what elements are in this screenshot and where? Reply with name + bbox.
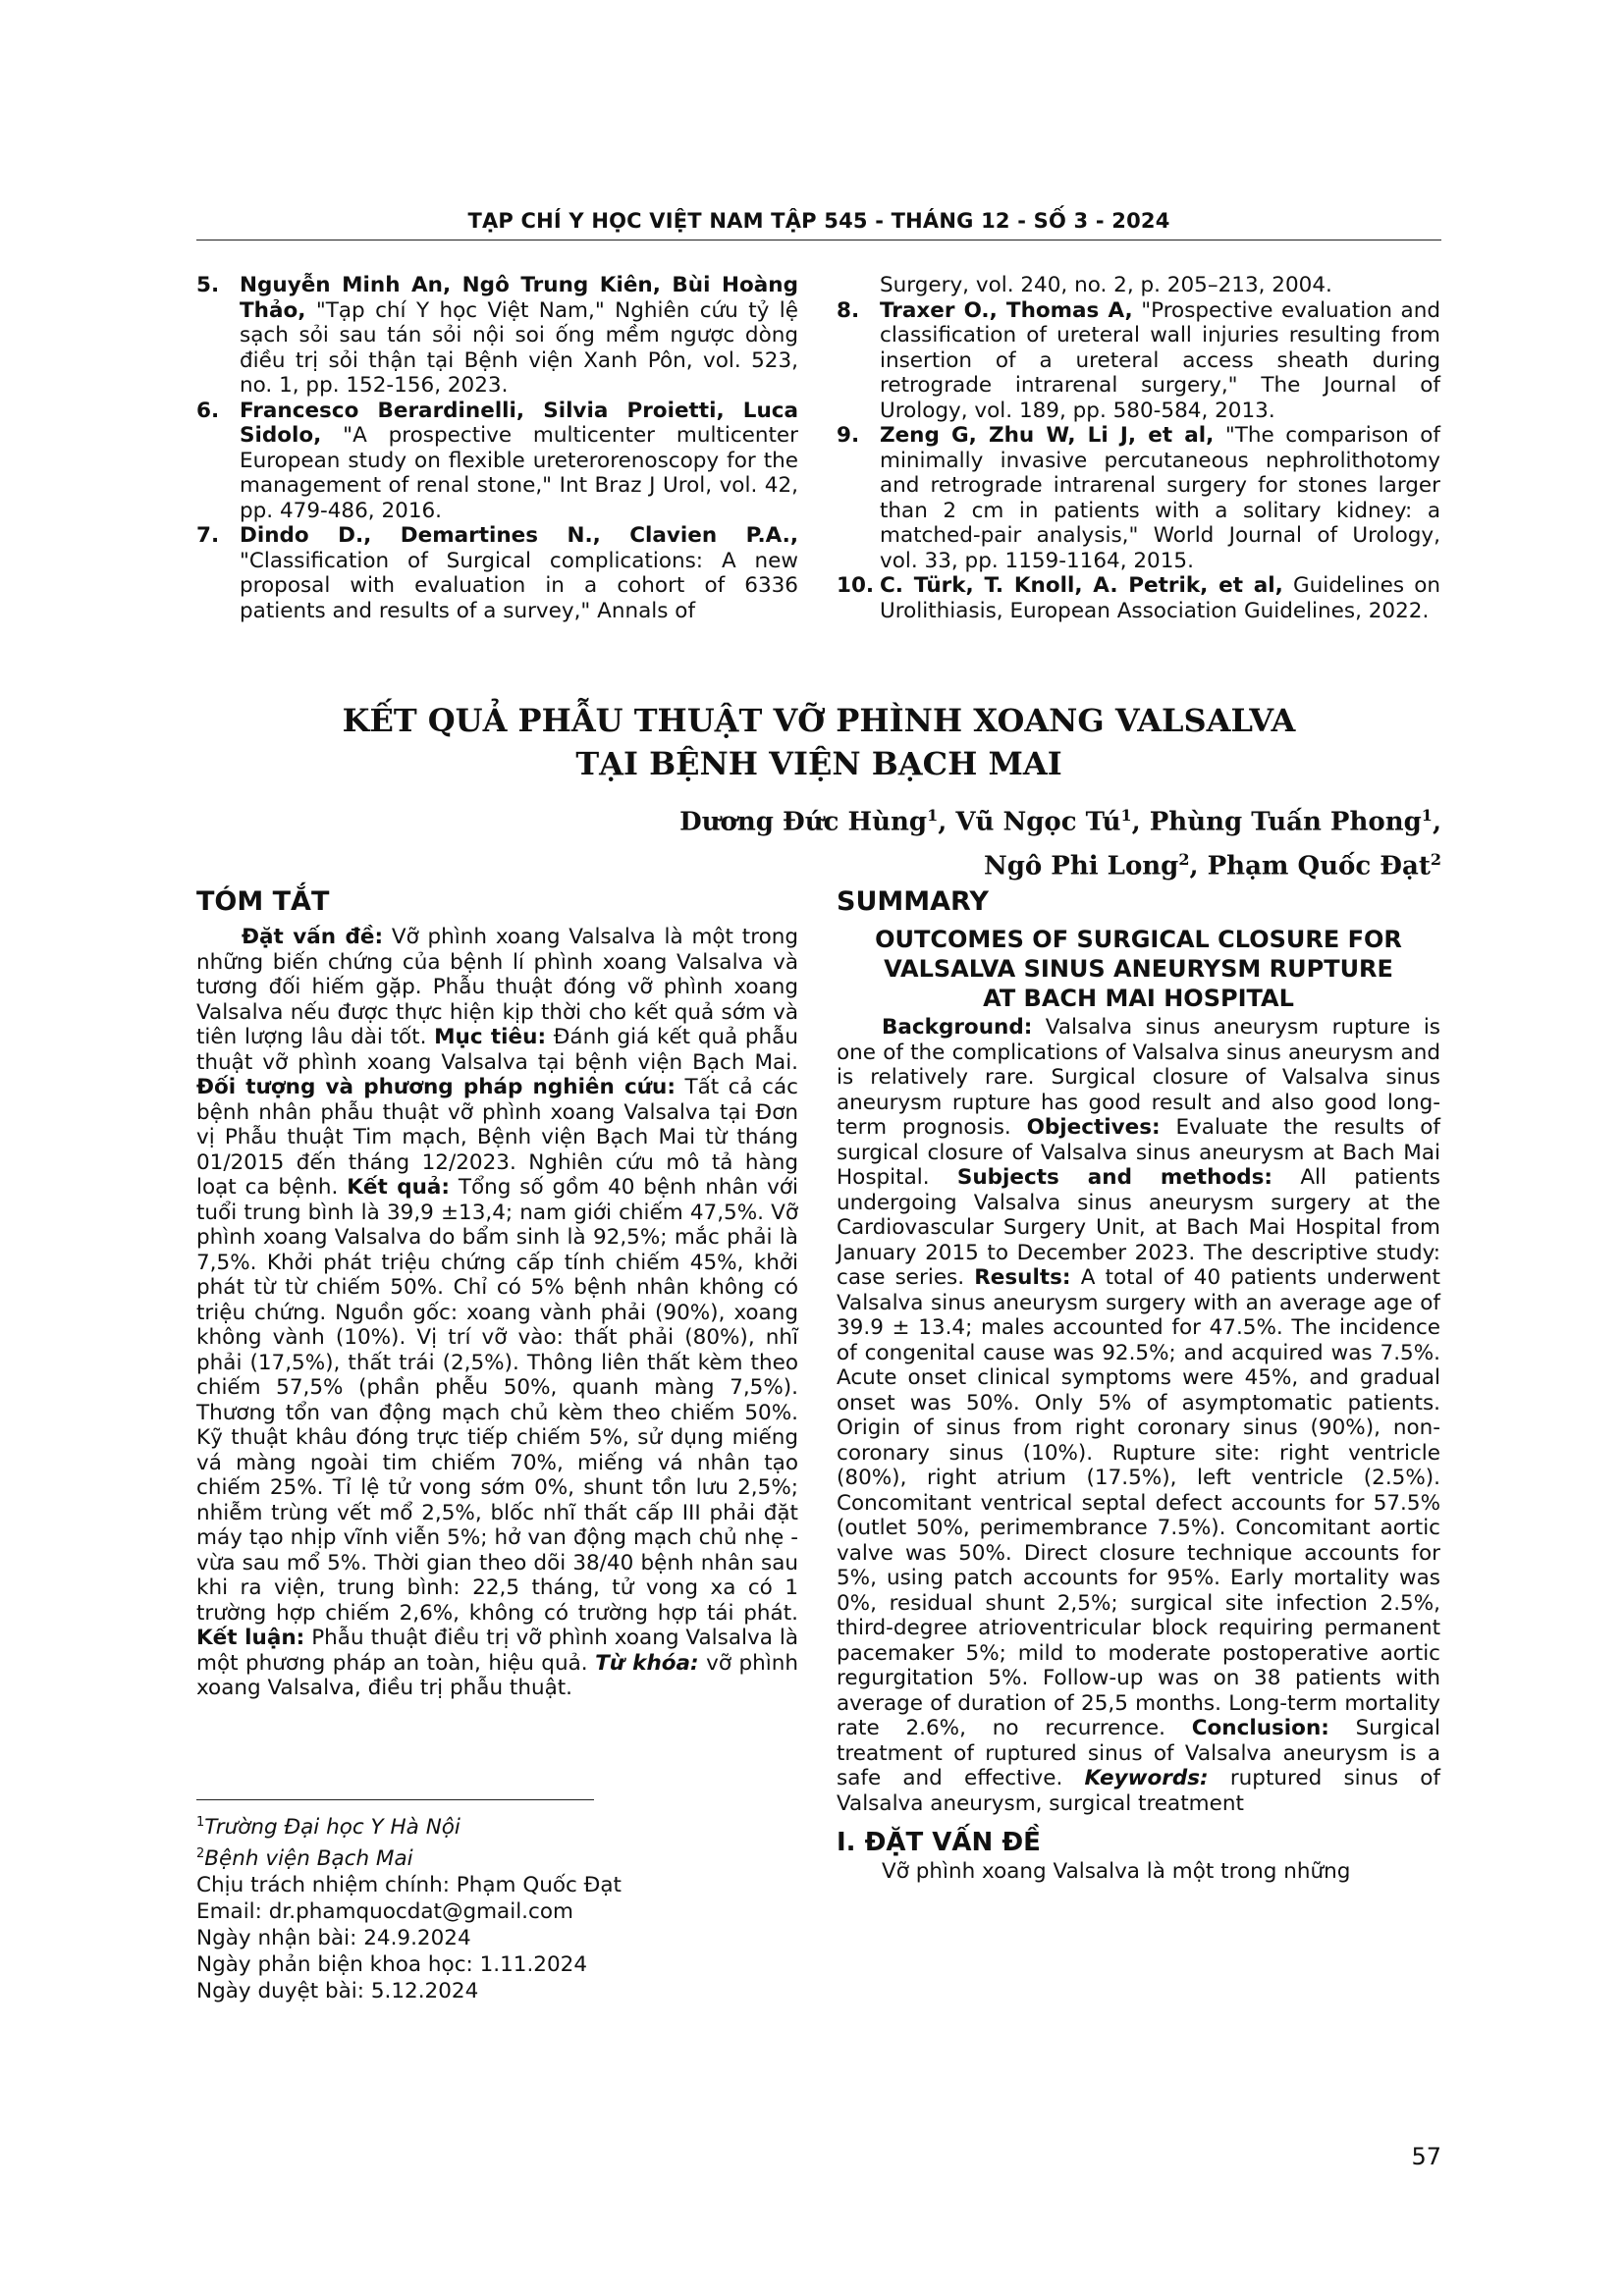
- reference-text: "Classification of Surgical complications: A new proposal with evaluation in a cohort of 6336 patients and results of a survey," Annals of: [240, 548, 798, 623]
- reference-item: [837, 423, 1440, 573]
- abstract-text: Tổng số gồm 40 bệnh nhân với tuổi trung bình là 39,9 ±13,4; nam giới chiếm 47,5%. Vỡ phình xoang Valsalva do bẩm sinh là 92,5%; mắc phải là 7,5%. Khởi phát triệu chứng cấp tính chiếm 45%, khởi phát từ từ chiếm 50%. Chỉ có 5% bệnh nhân không có triệu chứng. Nguồn gốc: xoang vành phải (90%), xoang không vành (10%). Vị trí vỡ vào: thất phải (80%), nhĩ phải (17,5%), thất trái (2,5%). Thông liên thất kèm theo chiếm 57,5% (phần phễu 50%, quanh màng 7,5%). Thương tổn van động mạch chủ kèm theo chiếm 50%. Kỹ thuật khâu đóng trực tiếp chiếm 5%, sử dụng miếng vá màng ngoài tim chiếm 70%, miếng vá nhân tạo chiếm 25%. Tỉ lệ tử vong sớm 0%, shunt tồn lưu 2,5%; nhiễm trùng vết mổ 2,5%, blốc nhĩ thất cấp III phải đặt máy tạo nhịp vĩnh viễn 5%; hở van động mạch chủ nhẹ - vừa sau mổ 5%. Thời gian theo dõi 38/40 bệnh nhân sau khi ra viện, trung bình: 22,5 tháng, tử vong xa có 1 trường hợp chiếm 2,6%, không có trường hợp tái phát.: [196, 1175, 798, 1626]
- abstract-label: Đối tượng và phương pháp nghiên cứu:: [196, 1075, 676, 1099]
- reference-item: [837, 273, 1440, 298]
- abstract-label: Keywords:: [1084, 1766, 1209, 1790]
- reference-number: 5.: [196, 273, 220, 297]
- reference-number: 7.: [196, 523, 220, 548]
- tomtat-body: [196, 925, 798, 1701]
- author-affiliation-mark: 2: [1178, 849, 1190, 869]
- email: Email: dr.phamquocdat@gmail.com: [196, 1899, 573, 1925]
- reference-item: [837, 573, 1440, 623]
- intro-first-line: Vỡ phình xoang Valsalva là một trong những: [882, 1859, 1351, 1884]
- reference-item: [837, 298, 1440, 424]
- author-separator: ,: [1432, 807, 1441, 837]
- abstract-text: Surgical treatment of ruptured sinus of Valsalva aneurysm is a safe and effective.: [837, 1716, 1440, 1790]
- english-title-line-2: VALSALVA SINUS ANEURYSM RUPTURE: [884, 955, 1393, 983]
- abstract-label: Objectives:: [1026, 1115, 1161, 1140]
- reference-item: [196, 399, 798, 524]
- abstract-text: A total of 40 patients underwent Valsalva sinus aneurysm surgery with an average age of 39.9 ± 13.4; males accounted for 47.5%. The incidence of congenital cause was 92.5%; and acquired was 7.5%. Acute onset clinical symptoms were 45%, and gradual onset was 50%. Only 5% of asymptomatic patients. Origin of sinus from right coronary sinus (90%), non-coronary sinus (10%). Rupture site: right ventricle (80%), right atrium (17.5%), left ventricle (2.5%). Concomitant ventrical septal defect accounts for 57.5% (outlet 50%, perimembrance 7.5%). Concomitant aortic valve was 50%. Direct closure technique accounts for 5%, using patch accounts for 95%. Early mortality was 0%, residual shunt 2,5%; surgical site infection 2.5%, third-degree atrioventricular block requiring permanent pacemaker 5%; mild to moderate postoperative aortic regurgitation 5%. Follow-up was on 38 patients with average of duration of 25,5 months. Long-term mortality rate 2.6%, no recurrence.: [837, 1265, 1440, 1740]
- reference-text: Guidelines on Urolithiasis, European Association Guidelines, 2022.: [880, 573, 1440, 623]
- abstract-text: Đánh giá kết quả phẫu thuật vỡ phình xoang Valsalva tại bệnh viện Bạch Mai.: [196, 1025, 798, 1075]
- author-separator: ,: [938, 807, 956, 837]
- author-name: Ngô Phi Long: [983, 851, 1179, 881]
- affiliation-1: $^1$Trường Đại học Y Hà Nội: [196, 1815, 460, 1841]
- reference-text: "Tạp chí Y học Việt Nam," Nghiên cứu tỷ lệ sạch sỏi sau tán sỏi nội soi ống mềm ngược dòng điều trị sỏi thận tại Bệnh viện Xanh Pôn, vol. 523, no. 1, pp. 152-156, 2023.: [240, 297, 798, 398]
- reference-authors: Dindo D., Demartines N., Clavien P.A.,: [240, 523, 798, 548]
- abstract-text: Valsalva sinus aneurysm rupture is one of the complications of Valsalva sinus aneurysm and is relatively rare. Surgical closure of Valsalva sinus aneurysm rupture has good result and also good long-term prognosis.: [837, 1015, 1440, 1140]
- reference-text: "The comparison of minimally invasive percutaneous nephrolithotomy and retrograde intrarenal surgery for stones larger than 2 cm in patients with a solitary kidney: a matched-pair analysis," World Journal of Urology, vol. 33, pp. 1159-1164, 2015.: [880, 423, 1440, 573]
- english-abstract: [837, 885, 1440, 1885]
- english-title-line-3: AT BACH MAI HOSPITAL: [983, 985, 1294, 1012]
- author-separator: ,: [1131, 807, 1150, 837]
- abstract-label: Kết luận:: [196, 1626, 305, 1650]
- footnotes: [196, 1809, 798, 2004]
- abstract-label: Đặt vấn đề:: [242, 925, 384, 949]
- author-list: [558, 797, 1441, 884]
- affiliation-2: $^2$Bệnh viện Bạch Mai: [196, 1846, 413, 1872]
- tomtat-heading: TÓM TẮT: [196, 886, 330, 917]
- date-accepted: Ngày duyệt bài: 5.12.2024: [196, 1979, 479, 2004]
- author-name: Phạm Quốc Đạt: [1207, 851, 1431, 881]
- article-title: [196, 699, 1441, 785]
- reference-authors: Francesco Berardinelli, Silvia Proietti, Luca Sidolo,: [240, 398, 798, 448]
- author-line-2: [558, 841, 1441, 885]
- reference-authors: Zeng G, Zhu W, Li J, et al,: [880, 423, 1215, 448]
- abstract-text: All patients undergoing Valsalva sinus aneurysm surgery at the Cardiovascular Surgery Unit, at Bach Mai Hospital from January 2015 to December 2023. The descriptive study: case series.: [837, 1165, 1440, 1290]
- page-number: 57: [1411, 2143, 1441, 2170]
- date-reviewed: Ngày phản biện khoa học: 1.11.2024: [196, 1952, 588, 1978]
- reference-item: [196, 273, 798, 399]
- date-received: Ngày nhận bài: 24.9.2024: [196, 1926, 471, 1951]
- abstract-text: ruptured sinus of Valsalva aneurysm, surgical treatment: [837, 1766, 1440, 1816]
- abstract-text: Tất cả các bệnh nhân phẫu thuật vỡ phình xoang Valsalva tại Đơn vị Phẫu thuật Tim mạch, Bệnh viện Bạch Mai từ tháng 01/2015 đến tháng 12/2023. Nghiên cứu mô tả hàng loạt ca bệnh.: [196, 1075, 798, 1200]
- abstract-label: Mục tiêu:: [434, 1025, 547, 1049]
- abstract-text: Phẫu thuật điều trị vỡ phình xoang Valsalva là một phương pháp an toàn, hiệu quả.: [196, 1626, 798, 1676]
- author-name: Vũ Ngọc Tú: [955, 807, 1121, 837]
- english-title: [837, 925, 1440, 1013]
- abstract-text: Vỡ phình xoang Valsalva là một trong những biến chứng của bệnh lí phình xoang Valsalva và tương đối hiếm gặp. Phẫu thuật đóng vỡ phình xoang Valsalva nếu được thực hiện kịp thời cho kết quả sớm và tiên lượng lâu dài tốt.: [196, 925, 798, 1049]
- references-right-column: [837, 273, 1440, 623]
- author-affiliation-mark: 1: [1421, 806, 1433, 825]
- author-affiliation-mark: 2: [1430, 849, 1441, 869]
- summary-body: [837, 1015, 1440, 1816]
- running-header: TẠP CHÍ Y HỌC VIỆT NAM TẬP 545 - THÁNG 12 - SỐ 3 - 2024: [467, 209, 1170, 233]
- author-separator: ,: [1189, 851, 1208, 881]
- reference-text: "Prospective evaluation and classification of ureteral wall injuries resulting from insertion of a ureteral access sheath during retrograde intrarenal surgery," The Journal of Urology, vol. 189, pp. 580-584, 2013.: [880, 297, 1440, 423]
- author-line-1: [558, 797, 1441, 841]
- author-affiliation-mark: 1: [927, 806, 939, 825]
- author-name: Dương Đức Hùng: [679, 807, 928, 837]
- abstract-label: Conclusion:: [1191, 1716, 1329, 1740]
- abstract-label: Từ khóa:: [595, 1650, 699, 1676]
- abstract-label: Subjects and methods:: [956, 1165, 1273, 1190]
- reference-number: 6.: [196, 398, 220, 423]
- article-title-line-1: KẾT QUẢ PHẪU THUẬT VỠ PHÌNH XOANG VALSALVA: [342, 702, 1296, 739]
- reference-text: "A prospective multicenter multicenter European study on flexible ureterorenoscopy for the management of renal stone," Int Braz J Urol, vol. 42, pp. 479-486, 2016.: [240, 423, 798, 523]
- reference-number: 10.: [837, 573, 875, 598]
- summary-heading: SUMMARY: [837, 886, 989, 917]
- reference-text: Surgery, vol. 240, no. 2, p. 205–213, 2004.: [880, 273, 1332, 297]
- abstract-label: Kết quả:: [347, 1175, 451, 1200]
- abstract-text: vỡ phình xoang Valsalva, điều trị phẫu thuật.: [196, 1650, 798, 1700]
- references-left-column: [196, 273, 798, 623]
- intro-heading: I. ĐẶT VẤN ĐỀ: [837, 1828, 1041, 1857]
- abstract-label: Background:: [882, 1015, 1033, 1040]
- vietnamese-abstract: [196, 885, 798, 1701]
- reference-authors: Nguyễn Minh An, Ngô Trung Kiên, Bùi Hoàng Thảo,: [240, 273, 798, 323]
- article-title-line-2: TẠI BỆNH VIỆN BẠCH MAI: [575, 745, 1062, 782]
- reference-number: 9.: [837, 423, 860, 448]
- reference-authors: Traxer O., Thomas A,: [880, 297, 1133, 323]
- footnote-rule: [196, 1799, 594, 1800]
- author-affiliation-mark: 1: [1120, 806, 1132, 825]
- corresponding-author: Chịu trách nhiệm chính: Phạm Quốc Đạt: [196, 1873, 622, 1898]
- reference-authors: C. Türk, T. Knoll, A. Petrik, et al,: [880, 573, 1283, 598]
- abstract-text: Evaluate the results of surgical closure of Valsalva sinus aneurysm at Bach Mai Hospital.: [837, 1115, 1440, 1190]
- english-title-line-1: OUTCOMES OF SURGICAL CLOSURE FOR: [875, 926, 1402, 953]
- author-name: Phùng Tuấn Phong: [1149, 807, 1422, 837]
- reference-item: [196, 523, 798, 623]
- reference-number: 8.: [837, 297, 860, 323]
- abstract-label: Results:: [974, 1265, 1071, 1290]
